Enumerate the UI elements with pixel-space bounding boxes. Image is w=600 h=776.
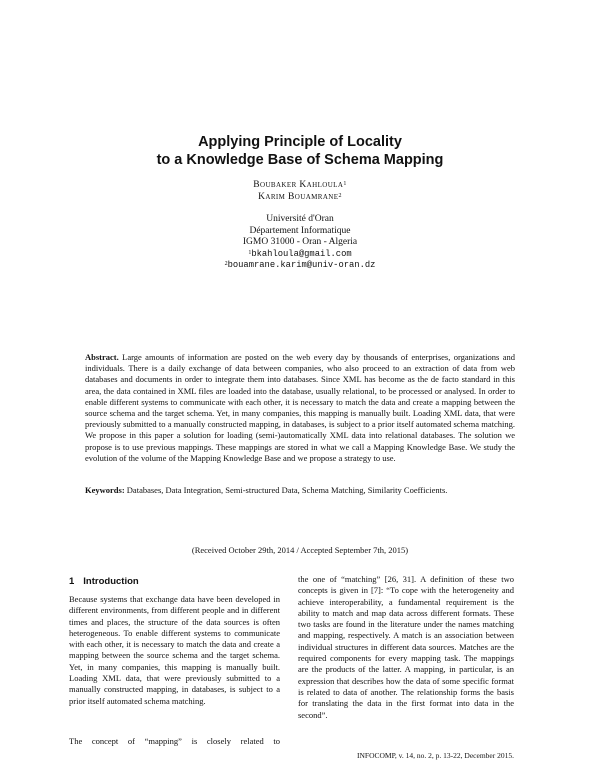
section-number: 1 xyxy=(69,576,75,587)
keywords xyxy=(85,485,515,496)
keywords-text: Databases, Data Integration, Semi-structured Data, Schema Matching, Similarity Coefficients. xyxy=(126,485,448,495)
intro-right-paragraph: the one of “matching” [26, 31]. A definition of these two concepts is given in [7]: “To cope with the heterogeneity and achieve interoperability, a fundamental requirement is the ability to match and map data across different formats. These two tasks are found in the literature under the names matching and mapping, respectively. A match is an association between individual structures in different data sources. Matches are the required components for every mapping task. The mappings are the products of the latter. A mapping, in particular, is an expression that describes how the data of some specific format is related to data of another. The relationship forms the basis for translating the data in the first format into data in the second”. xyxy=(298,574,514,720)
author-1 xyxy=(0,179,600,191)
abstract xyxy=(85,352,515,464)
received-accepted-dates: (Received October 29th, 2014 / Accepted September 7th, 2015) xyxy=(191,545,409,555)
author-2 xyxy=(0,191,600,203)
paper-title xyxy=(0,133,600,169)
email-2-address[interactable]: bouamrane.karim@univ-oran.dz xyxy=(227,260,376,270)
section-heading xyxy=(69,576,139,587)
author-2-name: Karim Bouamrane xyxy=(258,192,339,202)
title-line-1: Applying Principle of Locality xyxy=(198,134,402,150)
author-2-mark: 2 xyxy=(338,193,342,199)
email-1[interactable] xyxy=(0,249,600,261)
abstract-text: Large amounts of information are posted on the web every day by thousands of enterprises, organizations and individuals. There is a daily exchange of data between companies, who also proceed to an extraction of data from web databases and documents in order to integrate them into databases. Since XML has become as the de facto standard in this area, the data contained in XML files are loaded into the database, usually relational, to be processed or analysed. In order to enable different systems to communicate with each other, it is necessary to match the data and create a mapping between the source schema and the target schema. Yet, in many companies, this mapping is manually built. Loading XML data, that were previously submitted to a manually constructed mapping, in databases, is subject to a prior itself automated schema matching. We propose in this paper a solution for loading (semi-)automatically XML data into relational databases. The solution we propose is to use previous mappings. These mappings are stored in what we call a Mapping Knowledge Base. We study the evolution of the volume of the Mapping Knowledge Base and we propose a strategy to use. xyxy=(85,352,515,463)
email-1-address[interactable]: bkahloula@gmail.com xyxy=(251,248,352,259)
affiliation-address: IGMO 31000 - Oran - Algeria xyxy=(242,237,358,247)
intro-left-paragraph: Because systems that exchange data have been developed in different environments, from different people and in different times and places, the structure of the data sources is often heterogeneous. To enable different systems to communicate with each other, it is necessary to match the data and create a mapping between the source schema and the target schema. Yet, in many companies, this mapping is manually built. Loading XML data, that were previously submitted to a manually constructed mapping, in databases, is subject to a prior itself automated schema matching. xyxy=(69,594,280,706)
title-line-2: to a Knowledge Base of Schema Mapping xyxy=(156,152,444,168)
author-1-mark: 1 xyxy=(343,181,347,187)
email-2[interactable] xyxy=(0,260,600,272)
affiliation-university: Université d'Oran xyxy=(266,214,334,224)
author-list xyxy=(0,179,600,203)
author-1-name: Boubaker Kahloula xyxy=(253,180,344,190)
journal-footer: INFOCOMP, v. 14, no. 2, p. 13-22, December 2015. xyxy=(356,751,514,760)
affiliation xyxy=(0,214,600,272)
intro-left-tail: The concept of “mapping” is closely related to xyxy=(69,736,280,746)
email-2-mark: 2 xyxy=(224,261,228,267)
email-1-mark: 1 xyxy=(248,249,252,256)
keywords-label: Keywords: xyxy=(85,485,125,495)
abstract-label: Abstract. xyxy=(85,352,119,362)
section-title: Introduction xyxy=(83,576,139,587)
affiliation-department: Département Informatique xyxy=(249,225,351,236)
